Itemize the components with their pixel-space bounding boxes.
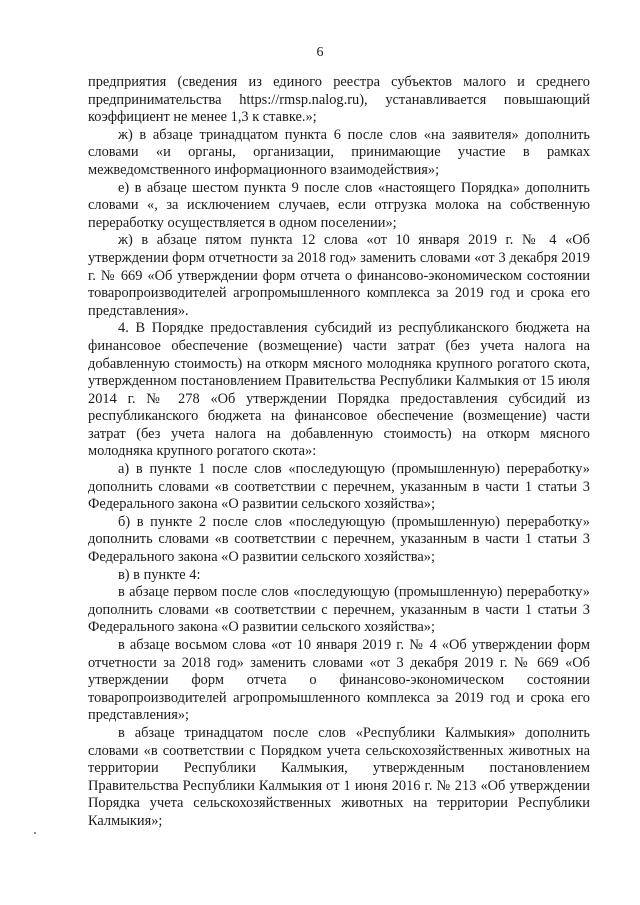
- paragraph-9: в абзаце первом после слов «последующую (промышленную) переработку» дополнить словами «в соответствии с перечнем, указанным в части 1 статьи 3 Федерального закона «О развитии сельского хозяйства»;: [88, 584, 590, 636]
- paragraph-11: в абзаце тринадцатом после слов «Республики Калмыкия» дополнить словами «в соответствии с Порядком учета сельскохозяйственных животных на территории Республики Калмыкия, утвержденным постановлением Правительства Республики Калмыкия от 1 июня 2016 г. № 213 «Об утверждении Порядка учета сельскохозяйственных животных на территории Республики Калмыкия»;: [88, 724, 590, 829]
- paragraph-1: предприятия (сведения из единого реестра субъектов малого и среднего предпринимательства https://rmsp.nalog.ru), устанавливается повышающий коэффициент не менее 1,3 к ставке.»;: [88, 74, 590, 126]
- paragraph-6: а) в пункте 1 после слов «последующую (промышленную) переработку» дополнить словами «в соответствии с перечнем, указанным в части 1 статьи 3 Федерального закона «О развитии сельского хозяйства»;: [88, 461, 590, 513]
- paragraph-4: ж) в абзаце пятом пункта 12 слова «от 10 января 2019 г. № 4 «Об утверждении форм отчетности за 2018 год» заменить словами «от 3 декабря 2019 г. № 669 «Об утверждении форм отчета о финансово-экономическом состоянии товаропроизводителей агропромышленного комплекса за 2019 год и срока его представления».: [88, 232, 590, 319]
- paragraph-10: в абзаце восьмом слова «от 10 января 2019 г. № 4 «Об утверждении форм отчетности за 2018 год» заменить словами «от 3 декабря 2019 г. № 669 «Об утверждении форм отчета о финансово-экономическом состоянии товаропроизводителей агропромышленного комплекса за 2019 год и срока его представления»;: [88, 637, 590, 724]
- paragraph-5: 4. В Порядке предоставления субсидий из республиканского бюджета на финансовое обеспечение (возмещение) части затрат (без учета налога на добавленную стоимость) на откорм мясного молодняка крупного рогатого скота, утвержденном постановлением Правительства Республики Калмыкия от 15 июля 2014 г. № 278 «Об утверждении Порядка предоставления субсидий из республиканского бюджета на финансовое обеспечение (возмещение) части затрат (без учета налога на добавленную стоимость) на откорм мясного молодняка крупного рогатого скота»:: [88, 320, 590, 460]
- page-number: 6: [316, 45, 324, 60]
- paragraph-2: ж) в абзаце тринадцатом пункта 6 после слов «на заявителя» дополнить словами «и органы, организации, принимающие участие в рамках межведомственного информационного взаимодействия»;: [88, 126, 590, 178]
- paragraph-8: в) в пункте 4:: [118, 566, 201, 583]
- paragraph-7: б) в пункте 2 после слов «последующую (промышленную) переработку» дополнить словами «в соответствии с перечнем, указанным в части 1 статьи 3 Федерального закона «О развитии сельского хозяйства»;: [88, 513, 590, 566]
- scan-speck: [34, 832, 36, 834]
- paragraph-3: е) в абзаце шестом пункта 9 после слов «настоящего Порядка» дополнить словами «, за исключением случаев, если отгрузка молока на собственную переработку осуществляется в одном поселении»;: [88, 179, 590, 231]
- document-body: [88, 74, 590, 831]
